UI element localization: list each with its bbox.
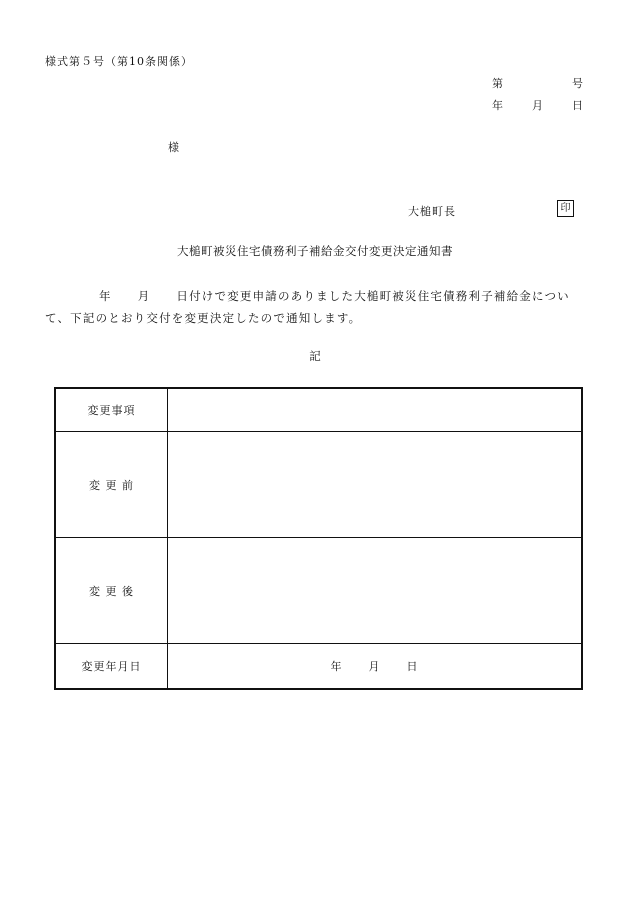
body-year: 年 — [99, 289, 112, 303]
number-suffix: 号 — [572, 77, 584, 90]
table-row — [55, 432, 582, 538]
change-year: 年 — [330, 660, 343, 673]
change-item-cell — [168, 388, 583, 432]
change-date-cell — [168, 644, 583, 690]
document-title: 大槌町被災住宅債務利子補給金交付変更決定通知書 — [177, 244, 453, 258]
table-row — [55, 644, 582, 690]
table-row — [55, 538, 582, 644]
row-label: 変更年月日 — [55, 644, 168, 690]
sender-name: 大槌町長 — [408, 205, 456, 218]
body-paragraph — [45, 285, 590, 329]
change-day: 日 — [406, 660, 419, 673]
document-number-line — [492, 75, 584, 91]
issue-month: 月 — [532, 99, 544, 112]
row-label: 変 更 後 — [55, 538, 168, 644]
issue-date-line — [492, 97, 584, 113]
number-prefix: 第 — [492, 77, 504, 90]
record-heading: 記 — [309, 349, 321, 363]
issue-day: 日 — [572, 99, 584, 112]
change-month: 月 — [368, 660, 381, 673]
issue-year: 年 — [492, 99, 504, 112]
change-details-table — [54, 387, 583, 690]
after-change-cell — [168, 538, 583, 644]
row-label: 変 更 前 — [55, 432, 168, 538]
body-month: 月 — [137, 289, 151, 303]
addressee-suffix: 様 — [168, 141, 180, 154]
body-text-rest: 日付けで変更申請のありました大槌町被災住宅債務利子補給金について、下記のとおり交付を変更決定したので通知します。 — [45, 289, 570, 325]
table-row — [55, 388, 582, 432]
row-label: 変更事項 — [55, 388, 168, 432]
seal-stamp: 印 — [557, 200, 574, 217]
before-change-cell — [168, 432, 583, 538]
form-number-label: 様式第５号（第10条関係） — [45, 55, 193, 68]
